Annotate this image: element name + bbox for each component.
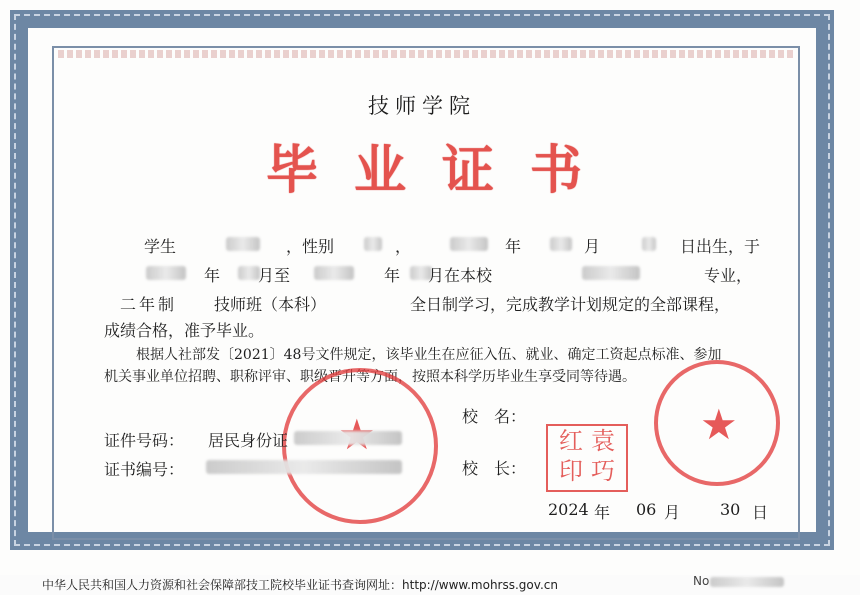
issue-month: 06 bbox=[636, 500, 657, 519]
school-name-label: 校 名： bbox=[462, 407, 527, 426]
issue-month-char: 月 bbox=[664, 503, 681, 522]
query-url-footer: 中华人民共和国人力资源和社会保障部技工院校毕业证书查询网址：http://www.mohrss.gov.cn bbox=[42, 578, 558, 592]
fulltime-text: 全日制学习，完成教学计划规定的全部课程， bbox=[410, 295, 731, 314]
end-year-char: 年 bbox=[384, 266, 401, 285]
redacted-name bbox=[226, 237, 260, 251]
notice-line-1: 根据人社部发〔2021〕48号文件规定，该毕业生在应征入伍、就业、确定工资起点标准、参加 bbox=[136, 347, 722, 363]
school-title: 技师学院 bbox=[368, 94, 476, 118]
redacted-start-month bbox=[238, 266, 260, 280]
certificate-number-label: 证书编号： bbox=[104, 460, 185, 479]
redacted-id-number bbox=[294, 431, 402, 445]
serial-number-label: No bbox=[693, 574, 710, 588]
redacted-end-year bbox=[314, 266, 354, 280]
month-in-school-label: 月在本校 bbox=[428, 266, 493, 285]
program-length: 二年制 bbox=[120, 295, 178, 314]
class-type: 技师班（本科） bbox=[214, 295, 327, 314]
redacted-birth-day bbox=[642, 237, 656, 251]
redacted-birth-year bbox=[450, 237, 488, 251]
birth-month-char: 月 bbox=[584, 237, 601, 256]
id-number-label: 证件号码： bbox=[104, 431, 185, 450]
month-to-label: 月至 bbox=[258, 266, 291, 285]
redacted-major bbox=[582, 266, 640, 280]
start-year-char: 年 bbox=[204, 266, 221, 285]
seal-char: 袁 bbox=[591, 427, 615, 455]
issue-year-char: 年 bbox=[594, 503, 611, 522]
principal-square-seal bbox=[546, 424, 628, 492]
seal-char: 印 bbox=[559, 457, 583, 485]
redacted-serial-number bbox=[710, 577, 784, 587]
major-label: 专业， bbox=[704, 266, 753, 285]
school-seal-star-icon: ★ bbox=[700, 400, 738, 449]
id-type: 居民身份证 bbox=[208, 431, 289, 450]
seal-char: 红 bbox=[559, 427, 583, 455]
issue-year: 2024 bbox=[548, 500, 589, 519]
microtext-line bbox=[58, 50, 794, 58]
principal-label: 校 长： bbox=[462, 459, 527, 478]
comma: ， bbox=[395, 237, 412, 256]
redacted-birth-month bbox=[550, 237, 572, 251]
redacted-certificate-number bbox=[206, 460, 402, 474]
gender-label: ，性别 bbox=[286, 237, 335, 256]
issue-day: 30 bbox=[720, 500, 741, 519]
seal-char: 巧 bbox=[591, 457, 615, 485]
pass-text: 成绩合格，准予毕业。 bbox=[104, 321, 265, 340]
notice-line-2: 机关事业单位招聘、职称评审、职级晋升等方面，按照本科学历毕业生享受同等待遇。 bbox=[104, 369, 636, 385]
student-label: 学生 bbox=[144, 237, 177, 256]
redacted-start-year bbox=[146, 266, 186, 280]
certificate-title: 毕业证书 bbox=[266, 140, 619, 201]
birth-day-label: 日出生，于 bbox=[680, 237, 761, 256]
redacted-gender bbox=[364, 237, 382, 251]
birth-year-char: 年 bbox=[505, 237, 522, 256]
issue-day-char: 日 bbox=[752, 503, 769, 522]
